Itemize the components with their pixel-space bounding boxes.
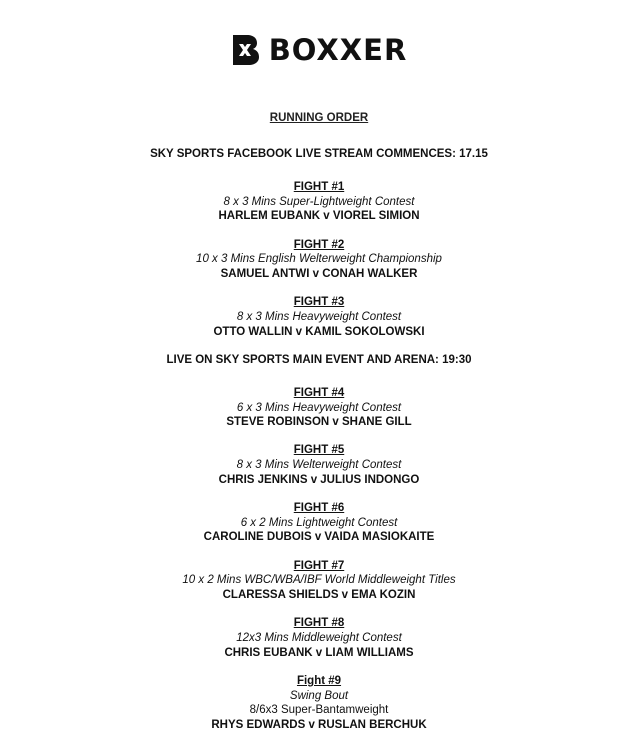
fight-block	[0, 238, 638, 282]
fight-matchup: CHRIS JENKINS v JULIUS INDONGO	[218, 473, 420, 486]
fight-weight-class: 8/6x3 Super-Bantamweight	[249, 704, 389, 717]
fight-description: 8 x 3 Mins Welterweight Contest	[236, 459, 402, 472]
fight-description: 12x3 Mins Middleweight Contest	[236, 631, 402, 644]
main-event-notice: LIVE ON SKY SPORTS MAIN EVENT AND ARENA: 19:30	[166, 353, 472, 366]
fight-description: 6 x 3 Mins Heavyweight Contest	[236, 401, 402, 414]
fight-title: Fight #9	[296, 674, 342, 687]
fight-matchup: CLARESSA SHIELDS v EMA KOZIN	[222, 589, 416, 602]
fight-matchup: HARLEM EUBANK v VIOREL SIMION	[218, 210, 420, 223]
fight-title: FIGHT #4	[293, 386, 345, 399]
fight-block	[0, 443, 638, 487]
fight-block	[0, 501, 638, 545]
fight-matchup: RHYS EDWARDS v RUSLAN BERCHUK	[211, 718, 427, 731]
fight-title: FIGHT #5	[293, 444, 345, 457]
fight-block	[0, 559, 638, 603]
fight-description: 6 x 2 Mins Lightweight Contest	[240, 516, 398, 529]
fight-description: 10 x 2 Mins WBC/WBA/IBF World Middleweight Titles	[182, 574, 456, 587]
brand-name: BOXXER	[268, 33, 408, 67]
brand-logo	[0, 28, 638, 72]
fight-description: 8 x 3 Mins Heavyweight Contest	[236, 310, 402, 323]
fight-title: FIGHT #1	[293, 181, 345, 193]
fight-title: FIGHT #8	[293, 617, 345, 630]
fight-block	[0, 616, 638, 660]
fight-title: FIGHT #6	[293, 502, 345, 515]
fight-matchup: STEVE ROBINSON v SHANE GILL	[226, 416, 412, 429]
boxxer-logo-icon	[231, 33, 261, 67]
fight-description: 10 x 3 Mins English Welterweight Championship	[196, 253, 442, 266]
fight-block	[0, 386, 638, 430]
fight-matchup: CHRIS EUBANK v LIAM WILLIAMS	[224, 646, 414, 659]
fight-description: Swing Bout	[289, 689, 349, 702]
fight-block	[0, 295, 638, 339]
fight-block	[0, 674, 638, 733]
fight-matchup: SAMUEL ANTWI v CONAH WALKER	[220, 268, 418, 281]
document-heading: RUNNING ORDER	[269, 112, 369, 124]
fight-matchup: OTTO WALLIN v KAMIL SOKOLOWSKI	[213, 325, 425, 338]
stream-notice: SKY SPORTS FACEBOOK LIVE STREAM COMMENCES: 17.15	[150, 148, 488, 160]
running-order-document	[0, 111, 638, 746]
fight-title: FIGHT #7	[293, 559, 345, 572]
fight-title: FIGHT #3	[293, 296, 345, 309]
fight-title: FIGHT #2	[293, 238, 345, 251]
fight-matchup: CAROLINE DUBOIS v VAIDA MASIOKAITE	[203, 531, 435, 544]
fight-description: 8 x 3 Mins Super-Lightweight Contest	[223, 195, 415, 208]
fight-block	[0, 180, 638, 224]
